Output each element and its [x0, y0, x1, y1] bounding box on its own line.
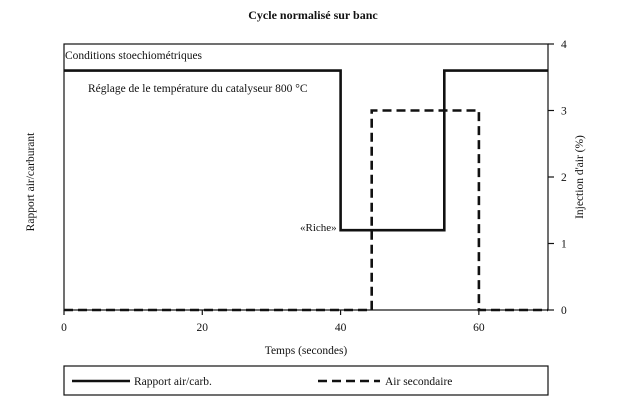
annotation-reglage: Réglage de le température du catalyseur 800 °C [88, 83, 308, 95]
y-axis-label-right: Injection d'air (%) [574, 135, 586, 219]
series-line-air-secondaire [64, 111, 548, 311]
y-right-axis-ticks [548, 39, 567, 317]
y-right-tick-label: 4 [561, 39, 567, 51]
x-axis-ticks [61, 310, 485, 334]
y-right-tick-label: 1 [561, 238, 567, 251]
legend-item-rapport: Rapport air/carb. [134, 376, 212, 388]
y-axis-label-left: Rapport air/carburant [25, 132, 37, 232]
x-tick-label: 0 [61, 322, 67, 334]
y-right-tick-label: 0 [561, 305, 567, 317]
x-axis-label: Temps (secondes) [264, 345, 348, 357]
chart-title: Cycle normalisé sur banc [248, 8, 378, 22]
annotation-conditions: Conditions stoechiométriques [65, 50, 203, 62]
y-right-tick-label: 3 [561, 105, 567, 118]
x-tick-label: 60 [473, 322, 485, 334]
series-layer [64, 71, 548, 310]
x-tick-label: 40 [334, 322, 347, 334]
x-tick-label: 20 [196, 322, 209, 334]
y-right-tick-label: 2 [561, 172, 567, 184]
legend-item-air-secondaire: Air secondaire [385, 376, 453, 388]
annotation-riche: «Riche» [300, 222, 337, 234]
